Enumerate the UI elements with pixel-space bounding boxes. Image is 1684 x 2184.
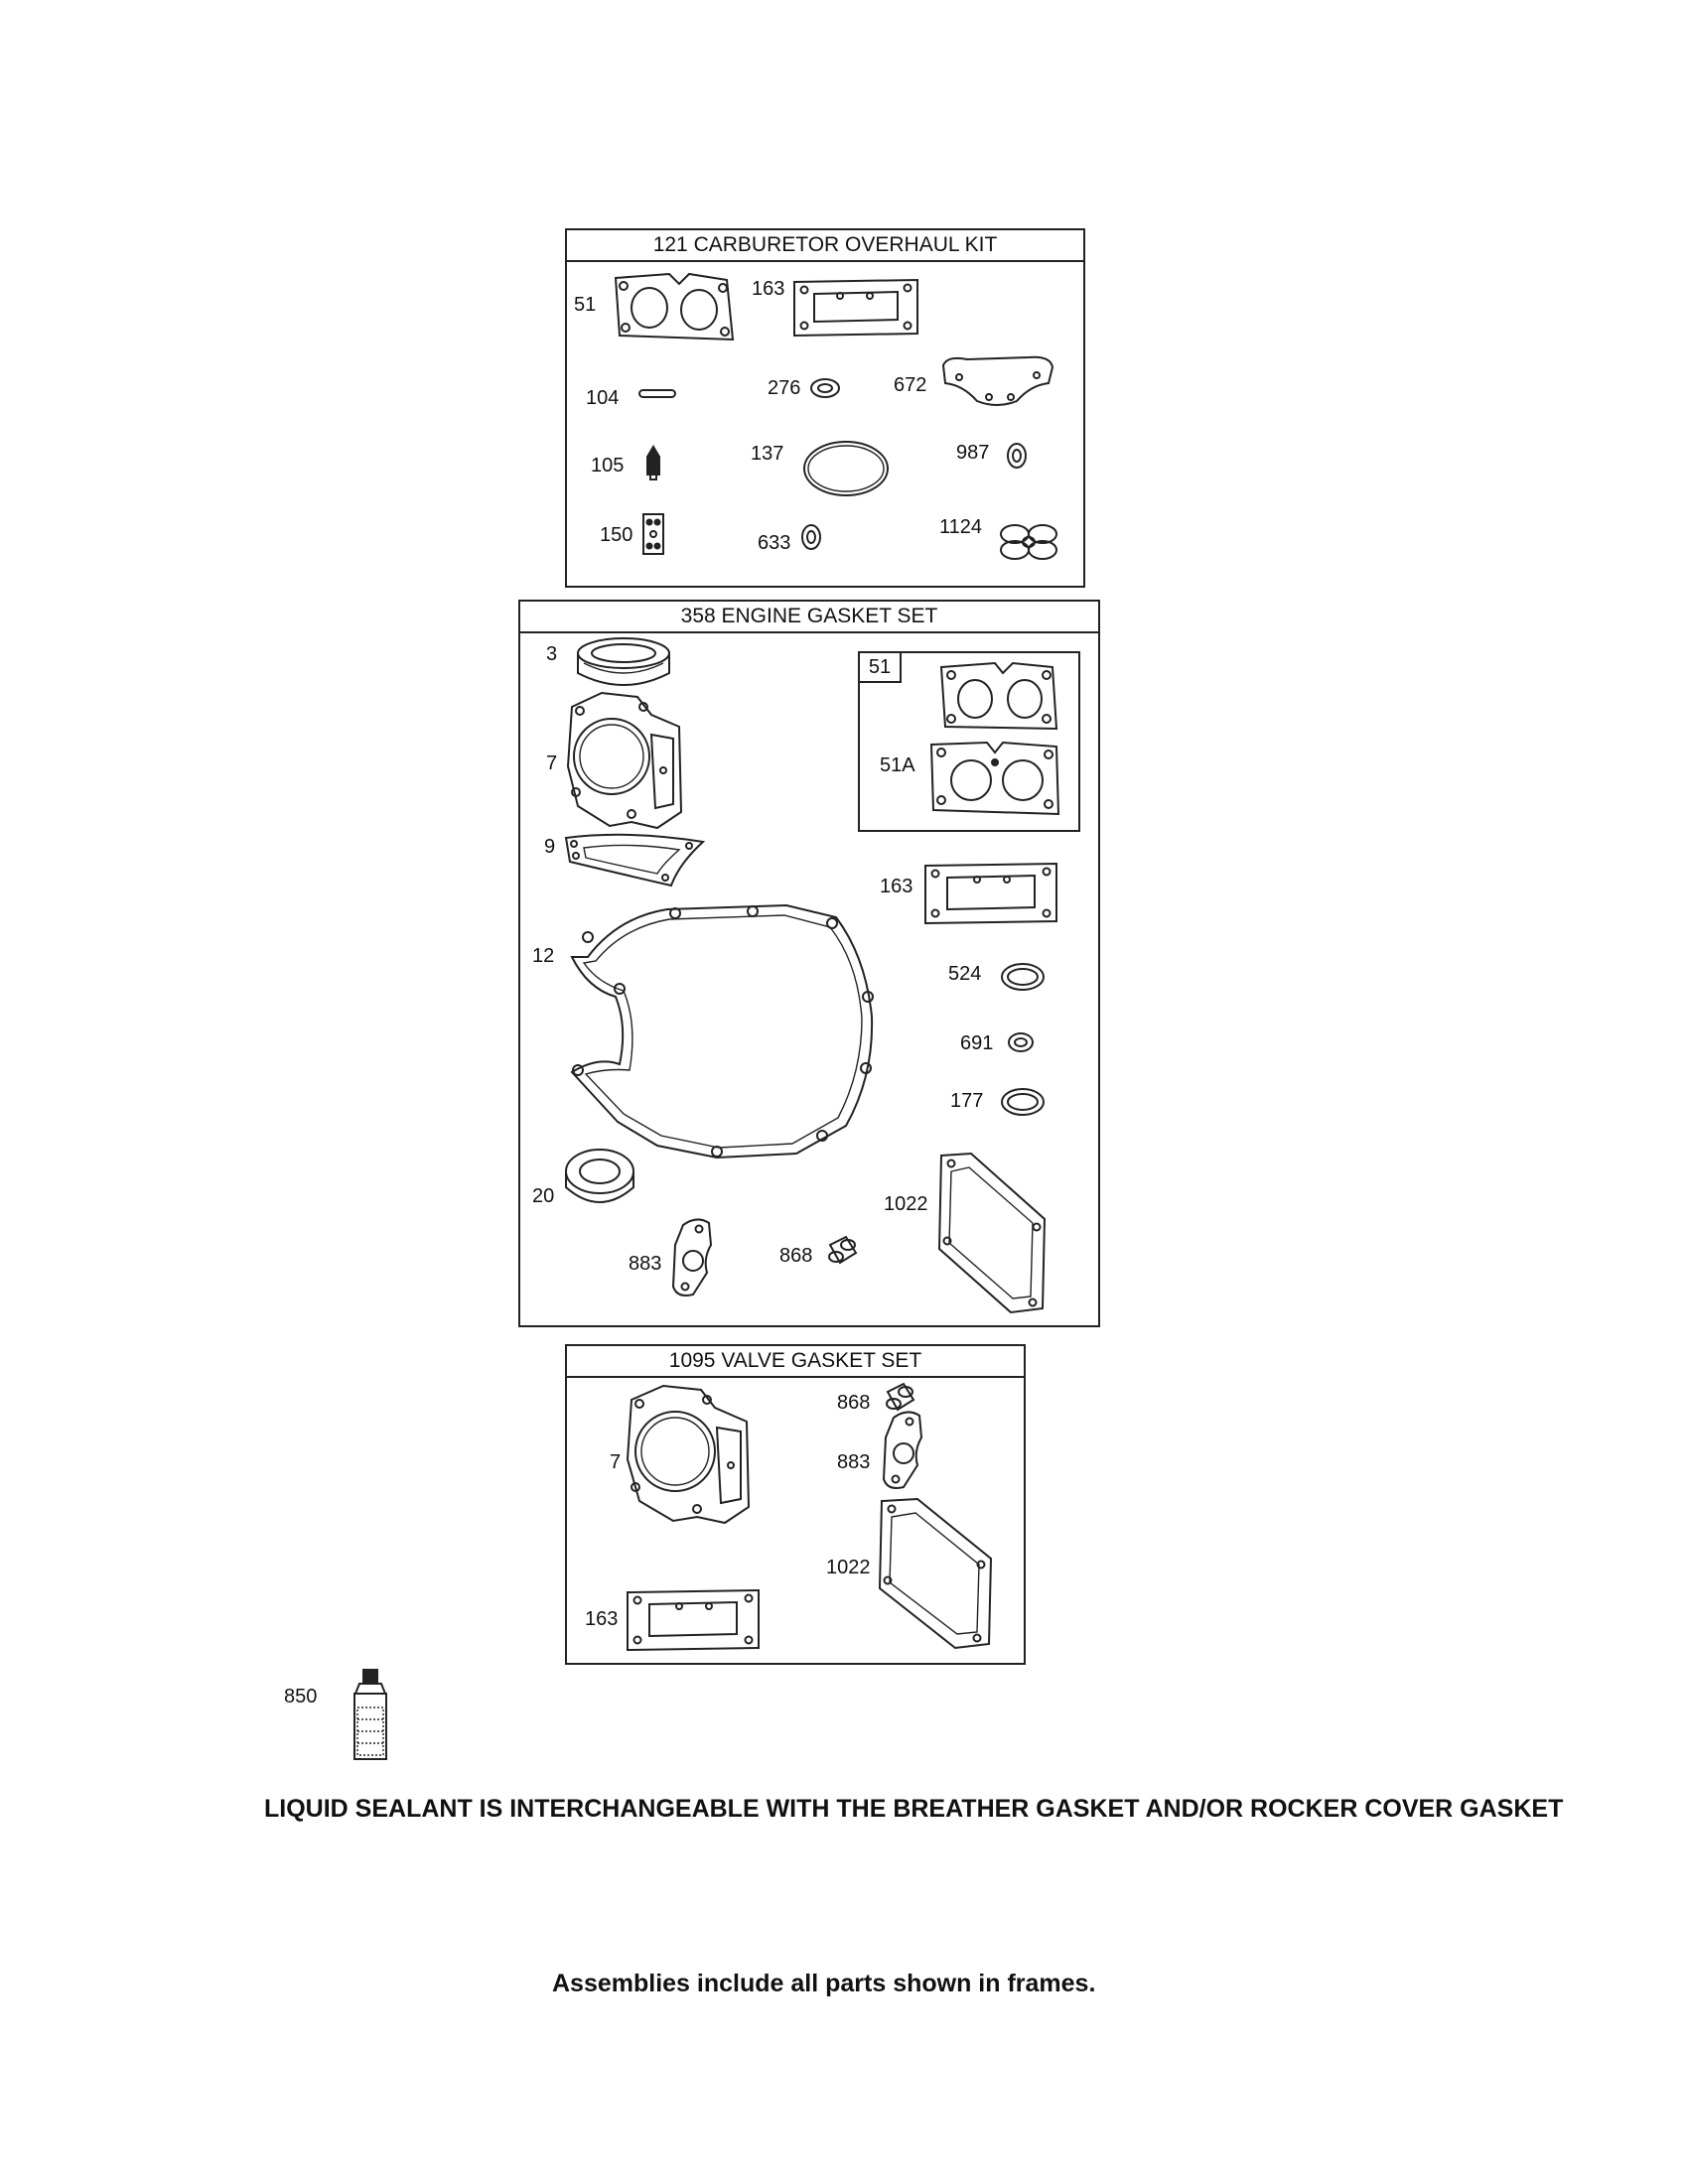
oil-seal-20 [562, 1148, 637, 1211]
seal-987 [1006, 441, 1028, 471]
part-label-163-valve: 163 [585, 1608, 619, 1630]
part-label-12: 12 [532, 945, 555, 967]
o-ring-524 [999, 961, 1047, 993]
head-gasket-7-valve [622, 1380, 757, 1531]
pin-104 [637, 387, 677, 401]
crankcase-gasket-12 [558, 897, 888, 1163]
o-ring-137 [799, 437, 893, 500]
part-label-672: 672 [894, 374, 927, 396]
part-label-276: 276 [768, 377, 801, 399]
oil-seal-3 [574, 635, 673, 695]
part-label-9: 9 [544, 836, 556, 858]
part-label-163-engine: 163 [880, 876, 913, 897]
part-label-3: 3 [546, 643, 558, 665]
part-label-7-valve: 7 [610, 1451, 622, 1473]
assemblies-note: Assemblies include all parts shown in frames. [552, 1970, 1096, 1997]
part-label-1124: 1124 [939, 516, 983, 538]
part-label-1022-engine: 1022 [884, 1193, 928, 1215]
needle-valve-105 [643, 445, 663, 480]
part-label-20: 20 [532, 1185, 555, 1207]
part-label-163: 163 [752, 278, 785, 300]
part-label-150: 150 [600, 524, 633, 546]
part-label-524: 524 [948, 963, 982, 985]
seal-691 [1006, 1030, 1036, 1054]
seal-633 [800, 522, 822, 552]
carburetor-kit-title: 121 CARBURETOR OVERHAUL KIT [567, 230, 1083, 262]
gasket-1124 [997, 520, 1060, 564]
part-label-137: 137 [751, 443, 784, 465]
subframe-label-51: 51 [860, 653, 902, 683]
breather-gasket-9 [560, 828, 709, 891]
valve-gasket-title: 1095 VALVE GASKET SET [567, 1346, 1024, 1378]
part-label-51: 51 [574, 294, 597, 316]
o-ring-177 [999, 1086, 1047, 1118]
part-label-51a: 51A [880, 754, 915, 776]
engine-gasket-title: 358 ENGINE GASKET SET [520, 602, 1098, 633]
part-label-633: 633 [758, 532, 791, 554]
intake-gasket-51-top [937, 659, 1060, 735]
part-label-883-valve: 883 [837, 1451, 871, 1473]
exhaust-gasket-883 [667, 1215, 717, 1298]
part-label-868-valve: 868 [837, 1392, 871, 1414]
valve-seal-868 [824, 1235, 858, 1269]
intake-gasket-51a [927, 737, 1062, 820]
bowl-gasket-672 [937, 353, 1058, 413]
breather-gasket-163-valve [624, 1586, 763, 1654]
carburetor-flange-gasket-51 [610, 270, 739, 349]
breather-gasket-163 [790, 276, 921, 340]
head-gasket-7 [562, 687, 687, 836]
rocker-cover-gasket-1022-valve [874, 1495, 997, 1654]
part-label-7-engine: 7 [546, 752, 558, 774]
liquid-sealant-tube-850 [350, 1668, 391, 1763]
rocker-cover-gasket-1022 [933, 1150, 1051, 1318]
part-label-177: 177 [950, 1090, 984, 1112]
part-label-883-engine: 883 [629, 1253, 662, 1275]
washer-276 [808, 375, 842, 401]
part-label-987: 987 [956, 442, 990, 464]
part-label-868-engine: 868 [779, 1245, 813, 1267]
breather-gasket-163-engine [921, 860, 1060, 927]
gasket-150 [641, 512, 665, 556]
part-label-105: 105 [591, 455, 625, 477]
part-label-1022-valve: 1022 [826, 1557, 871, 1578]
exhaust-gasket-883-valve [878, 1408, 927, 1491]
part-label-691: 691 [960, 1032, 994, 1054]
sealant-note: LIQUID SEALANT IS INTERCHANGEABLE WITH THE BREATHER GASKET AND/OR ROCKER COVER GASKET [264, 1795, 1564, 1823]
part-label-850: 850 [284, 1686, 318, 1707]
part-label-104: 104 [586, 387, 620, 409]
